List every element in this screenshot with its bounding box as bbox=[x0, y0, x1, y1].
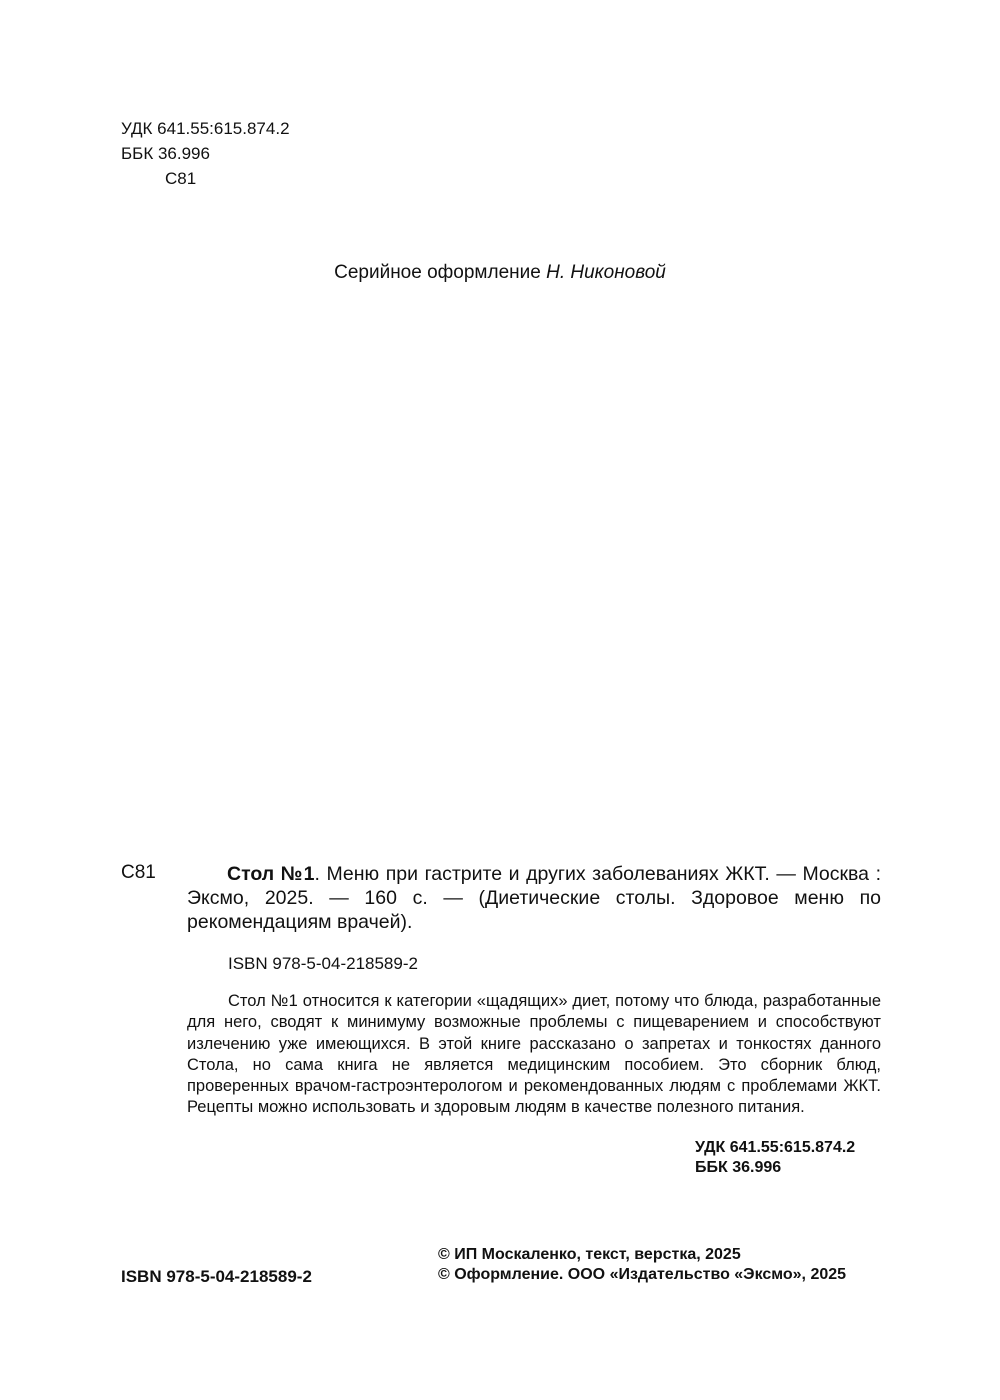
copyright-line-text: © ИП Москаленко, текст, верстка, 2025 bbox=[438, 1246, 741, 1263]
series-design-credit bbox=[0, 262, 1000, 284]
card-udk-code: УДК 641.55:615.874.2 bbox=[695, 1139, 856, 1156]
catalog-card-isbn: ISBN 978-5-04-218589-2 bbox=[228, 954, 418, 973]
top-udk-code: УДК 641.55:615.874.2 bbox=[121, 119, 290, 138]
top-classification-block bbox=[121, 116, 290, 191]
book-title: Стол №1 bbox=[227, 863, 315, 885]
top-author-code: С81 bbox=[165, 169, 197, 188]
book-bibliographic-details: . Меню при гастрите и других заболеваниях ЖКТ. — Москва : Эксмо, 2025. — 160 с. — (Диетические столы. Здоровое меню по рекомендациям врачей). bbox=[187, 863, 881, 933]
design-credit-name: Н. Никоновой bbox=[546, 262, 666, 283]
card-bbk-code: ББК 36.996 bbox=[695, 1159, 782, 1176]
bottom-isbn: ISBN 978-5-04-218589-2 bbox=[121, 1267, 312, 1286]
top-bbk-code: ББК 36.996 bbox=[121, 144, 210, 163]
design-credit-label: Серийное оформление bbox=[334, 262, 541, 283]
copyright-notice bbox=[438, 1245, 846, 1285]
copyright-line-design: © Оформление. ООО «Издательство «Эксмо», 2025 bbox=[438, 1266, 847, 1283]
book-annotation: Стол №1 относится к категории «щадящих» диет, потому что блюда, разработанные для него, сводят к минимуму возможные проблемы с пищеварением и способствуют излечению уже имеющихся. В этой книге рассказано о запретах и тонкостях данного Стола, но сама книга не является медицинским пособием. Это сборник блюд, проверенных врачом-гастроэнтерологом и рекомендованных людям с проблемами ЖКТ. Рецепты можно использовать и здоровым людям в качестве полезного питания. bbox=[187, 992, 881, 1117]
catalog-card-author-code: С81 bbox=[121, 862, 156, 883]
catalog-card-classification bbox=[695, 1138, 855, 1178]
catalog-card-description bbox=[187, 862, 881, 934]
